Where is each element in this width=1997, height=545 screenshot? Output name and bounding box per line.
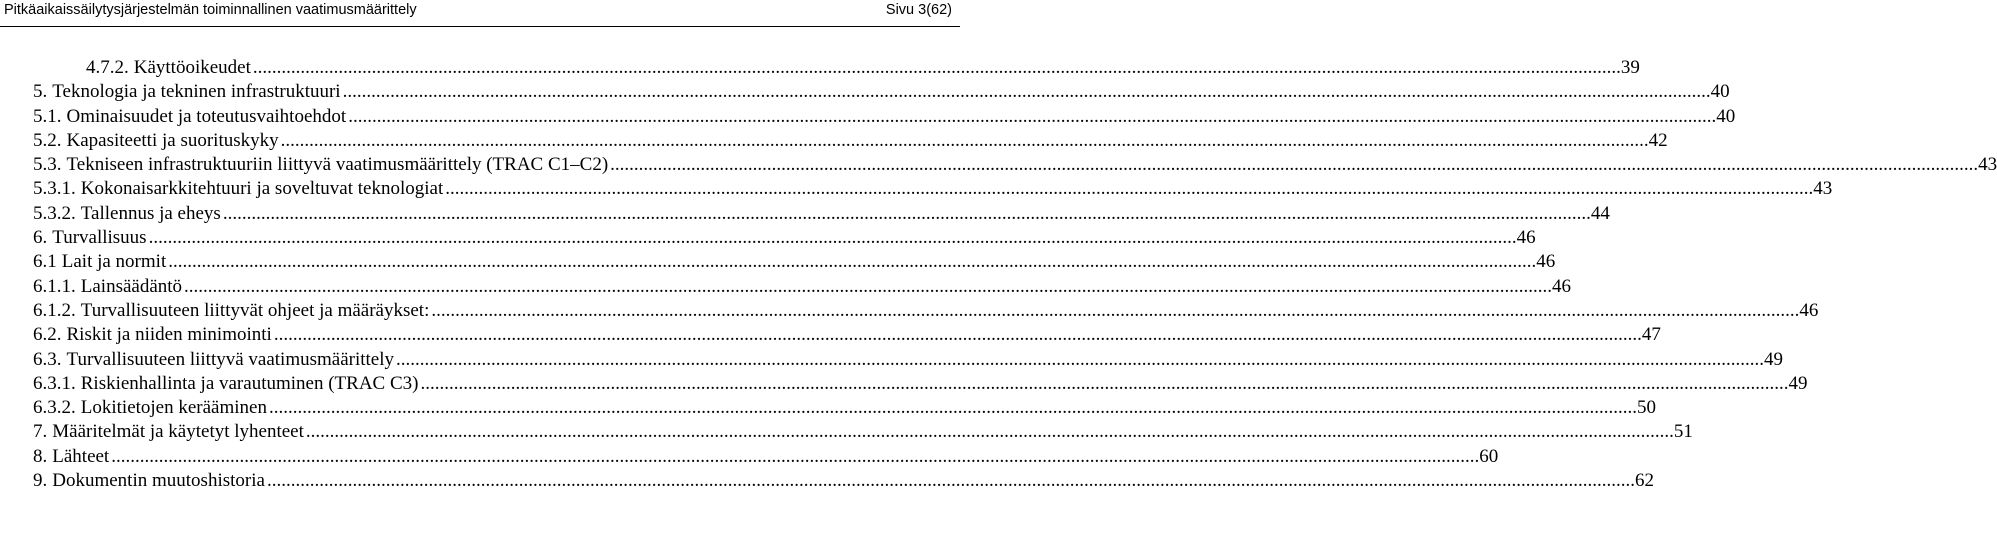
toc-dot-leader [420,372,1788,396]
toc-dot-leader [223,202,1591,226]
toc-entry-page: 49 [1764,348,1784,370]
toc-entry[interactable] [0,226,1536,250]
toc-entry-number: 6.1.2. [33,299,76,321]
toc-entry-number: 5.1. [33,105,62,127]
toc-entry-title: Lainsäädäntö [80,275,183,297]
toc-entry-page: 46 [1552,275,1572,297]
toc-entry-number: 9. [33,470,48,492]
toc-entry-page: 43 [1813,178,1833,200]
toc-dot-leader [281,129,1649,153]
table-of-contents [0,56,1997,493]
toc-entry-page: 40 [1710,81,1730,103]
toc-entry-number: 6. [33,227,48,249]
toc-dot-leader [274,323,1642,347]
toc-entry-title: Riskit ja niiden minimointi [66,324,272,346]
toc-entry[interactable] [0,202,1610,226]
toc-entry[interactable] [0,250,1556,274]
toc-entry-number: 6.2. [33,324,62,346]
toc-entry-number: 8. [33,445,48,467]
toc-entry[interactable] [0,177,1833,201]
toc-entry-number: 5.3.1. [33,178,76,200]
toc-entry-number: 5.3. [33,154,62,176]
toc-entry-title: Riskienhallinta ja varautuminen (TRAC C3) [80,372,419,394]
toc-entry-page: 47 [1641,324,1661,346]
toc-entry[interactable] [0,396,1656,420]
toc-entry-number: 6.3. [33,348,62,370]
toc-dot-leader [253,56,1621,80]
toc-dot-leader [343,80,1711,104]
document-title: Pitkäaikaissäilytysjärjestelmän toiminnallinen vaatimusmäärittely [4,2,417,18]
toc-entry-title: Dokumentin muutoshistoria [52,470,265,492]
toc-entry[interactable] [0,105,1736,129]
toc-dot-leader [306,420,1674,444]
toc-entry[interactable] [0,420,1693,444]
toc-entry-page: 60 [1479,445,1499,467]
toc-dot-leader [168,250,1536,274]
toc-dot-leader [267,469,1635,493]
toc-entry[interactable] [0,348,1784,372]
toc-dot-leader [111,445,1479,469]
toc-entry-number: 6.3.1. [33,372,76,394]
toc-entry-title: Ominaisuudet ja toteutusvaihtoehdot [66,105,347,127]
toc-entry-title: Turvallisuuteen liittyvät ohjeet ja määräykset: [80,299,430,321]
toc-dot-leader [269,396,1637,420]
toc-entry-title: Tekniseen infrastruktuuriin liittyvä vaatimusmäärittely (TRAC C1–C2) [66,154,609,176]
toc-entry-page: 44 [1590,202,1610,224]
toc-entry-number: 5.3.2. [33,202,76,224]
toc-entry-title: Teknologia ja tekninen infrastruktuuri [52,81,341,103]
toc-entry[interactable] [0,445,1499,469]
toc-entry[interactable] [0,469,1654,493]
toc-entry-number: 7. [33,421,48,443]
toc-entry-page: 42 [1648,129,1668,151]
toc-entry-number: 6.1.1. [33,275,76,297]
toc-entry-page: 46 [1799,299,1819,321]
toc-entry-page: 46 [1516,227,1536,249]
toc-dot-leader [610,153,1978,177]
toc-entry[interactable] [0,129,1668,153]
toc-entry-title: Tallennus ja eheys [80,202,221,224]
toc-entry-title: Turvallisuus [52,227,147,249]
toc-entry-number: 5. [33,81,48,103]
toc-entry[interactable] [0,56,1640,80]
toc-entry-title: Lähteet [52,445,110,467]
toc-entry-title: Turvallisuuteen liittyvä vaatimusmäärittely [66,348,395,370]
toc-entry-number: 6.3.2. [33,397,76,419]
toc-entry-page: 40 [1716,105,1736,127]
toc-entry-page: 50 [1636,397,1656,419]
toc-entry-number: 6.1 [33,251,57,273]
toc-entry-page: 51 [1673,421,1693,443]
toc-dot-leader [396,348,1764,372]
toc-entry-title: Kapasiteetti ja suorituskyky [66,129,279,151]
toc-entry[interactable] [0,80,1730,104]
toc-entry[interactable] [0,275,1572,299]
toc-entry-page: 39 [1620,57,1640,78]
toc-dot-leader [184,275,1552,299]
toc-dot-leader [431,299,1799,323]
toc-entry-title: Lokitietojen kerääminen [80,397,267,419]
toc-entry-title: Määritelmät ja käytetyt lyhenteet [52,421,304,443]
toc-dot-leader [149,226,1517,250]
page-header [0,0,960,27]
toc-entry-title: Käyttöoikeudet [133,57,251,78]
page-number: Sivu 3(62) [885,2,952,18]
toc-entry-page: 46 [1536,251,1556,273]
toc-entry-page: 62 [1634,470,1654,492]
toc-entry-page: 43 [1978,154,1997,176]
toc-dot-leader [348,105,1716,129]
toc-entry[interactable] [0,323,1661,347]
toc-dot-leader [445,177,1813,201]
toc-entry-title: Lait ja normit [61,251,167,273]
toc-entry-title: Kokonaisarkkitehtuuri ja soveltuvat teknologiat [80,178,444,200]
toc-entry-page: 49 [1788,372,1808,394]
toc-entry[interactable] [0,153,1997,177]
toc-entry[interactable] [0,299,1819,323]
toc-entry[interactable] [0,372,1808,396]
toc-entry-number: 5.2. [33,129,62,151]
toc-entry-number: 4.7.2. [86,57,129,78]
